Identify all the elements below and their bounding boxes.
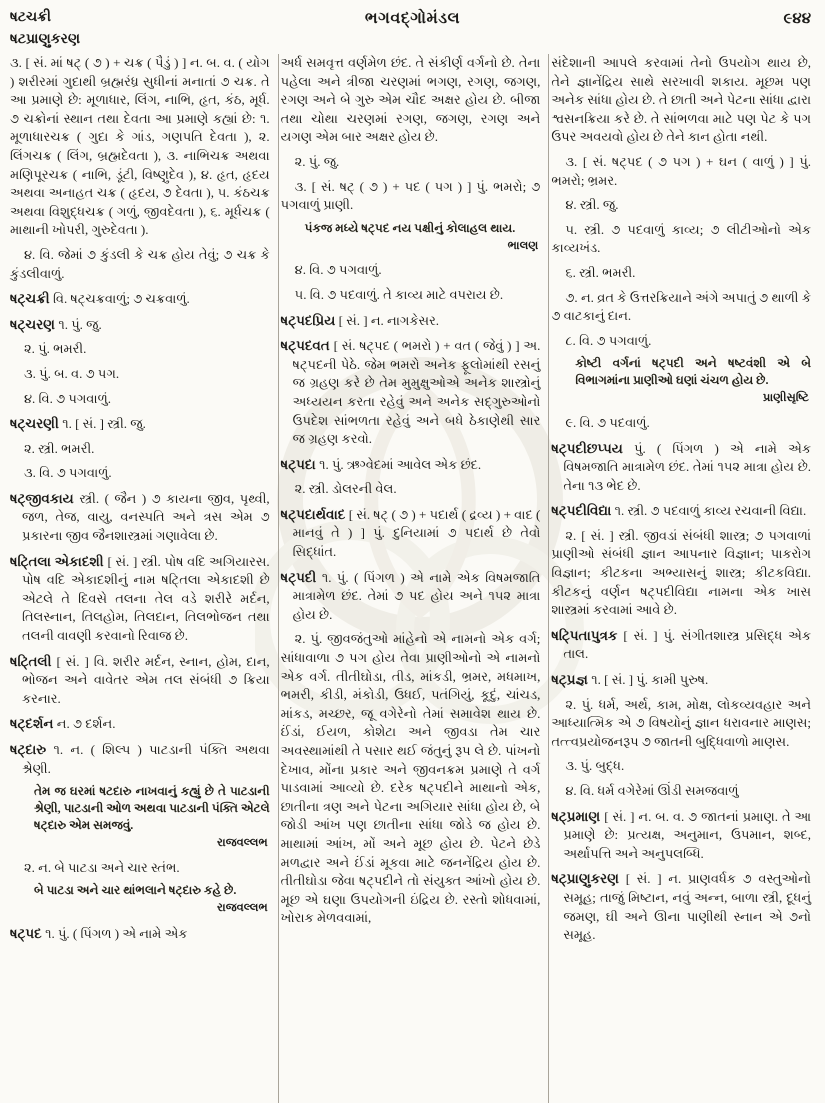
sense-item: ૯. વિ. ૭ પદવાળું.: [565, 414, 650, 430]
dictionary-entry: ષટ્પદીછપ્પય પું. ( પિંગળ ) એ નામે એક વિષમજાતિ માત્રામેળ છંદ. તેમાં ૧૫૨ માત્રા હોય છે. તેના ૧૩ ભેદ છે.: [551, 440, 812, 493]
headword: ષટ્તિલી: [10, 653, 57, 669]
guide-word-first: ષટચક્રી: [10, 10, 52, 25]
sense-item: ૭. ન. વ્રત કે ઉત્તરક્રિયાને અંગે અપાતું ૭ થાળી કે ૭ વાટકાનું દાન.: [551, 289, 812, 324]
headword: ષટ્પદા: [280, 456, 320, 472]
continuation-paragraph: ૩. [ સં. માં ષટ્ ( ૭ ) + ચક્ર ( પૈડું ) ] ન. બ. વ. ( યોગ ) શરીરમાં ગુદાથી બ્રહ્મરંધ્ર સુધીનાં મનાતાં ૭ ચક્ર. તે આ પ્રમાણે છે: મૂળાધાર, લિંગ, નાભિ, હૃત, કંઠ, મૂર્ધ. ૭ ચક્રોનાં સ્થાન તથા દેવતા આ પ્રમાણે કહ્યાં છે: ૧. મૂળાધારચક્ર ( ગુદા કે ગાંડ, ગણપતિ દેવતા ), ૨. લિંગચક્ર ( લિંગ, બ્રહ્મદેવતા ), ૩. નાભિચક્ર અથવા મણિપૂરચક્ર ( નાભિ, ડૂંટી, વિષ્ણુદેવ ), ૪. હૃત, હૃદય અથવા અનાહત ચક્ર ( હૃદય, ૭ દેવતા ), ૫. કંઠચક્ર અથવા વિશુદ્ધચક્ર ( ગળું, જીવદેવતા ), ૬. મૂર્ધચક્ર ( માથાની ખોપરી, ગુરુદેવતા ).: [10, 55, 270, 238]
sense-item: ૨. સ્ત્રી. ડોલરની વેલ.: [294, 481, 397, 497]
sense-item: ૨. સ્ત્રી. ભમરી.: [24, 440, 95, 456]
headword: ષટ્ચરણી: [10, 416, 63, 432]
column-3: [548, 54, 819, 1103]
sense-item: ૨. પું. ભમરી.: [24, 341, 87, 357]
sense-item: ૨. પું. જુ.: [294, 153, 340, 169]
dictionary-entry: ષટ્જીવકાય સ્ત્રી. ( જૈન ) ૭ કાયના જીવ, પૃથ્વી, જળ, તેજ, વાયુ, વનસ્પતિ અને ત્રસ એમ ૭ પ્રકારના જીવ જૈનશાસ્ત્રમાં ગણાવેલા છે.: [10, 490, 270, 544]
book-title: ભગવદ્ગોમંડલ: [364, 10, 461, 27]
dictionary-entry: ષટ્પ્રાણુકરણ [ સં. ] ન. પ્રાણવર્ધક ૭ વસ્તુઓનો સમૂહ; તાજું મિષ્ટાન, નવું અન્ન, બાળા સ્ત્રી, દૂધનું જમણ, ઘી અને ઊના પાણીથી સ્નાન એ ૭નો સમૂહ.: [551, 871, 812, 943]
dictionary-entry: ષટ્પદી ૧. પું. ( પિંગળ ) એ નામે એક વિષમજાતિ માત્રામેળ છંદ. તેમાં ૭ પદ હોય અને ૧૫૨ માત્રા હોય છે.: [280, 569, 541, 622]
dictionary-entry: ષટ્પદીવિદ્યા ૧. સ્ત્રી. ૭ પદવાળું કાવ્ય રચવાની વિદ્યા.: [551, 503, 807, 519]
headword: ષટ્પદીછપ્પય: [551, 440, 635, 456]
dictionary-entry: ષટ્દારુ ૧. ન. ( શિલ્પ ) પાટડાની પંક્તિ અથવા શ્રેણી.: [10, 742, 270, 776]
sense-item: ૩. પું. બ. વ. ૭ પગ.: [24, 365, 120, 381]
source-citation: ભાલણ: [507, 239, 539, 252]
sense-item: ૩. [ સં. ષટ્પદ ( ૭ પગ ) + ઘન ( વાળું ) ] પું. ભમરો; ભ્રમર.: [551, 153, 812, 188]
dictionary-entry: ષટ્પદ ૧. પું. ( પિંગળ ) એ નામે એક: [10, 925, 188, 941]
sense-item: ૫. વિ. ૭ પદવાળું. તે કાવ્ય માટે વપરાય છે.: [294, 286, 504, 302]
sense-item: ૨. પું. ધર્મ, અર્થ, કામ, મોક્ષ, લોકવ્યવહાર અને આધ્યાત્મિક એ ૭ વિષયોનું જ્ઞાન ધરાવનાર માણસ; તત્ત્વપ્રયોજનરૂપ ૭ જાતની બુદ્ધિવાળો માણસ.: [551, 696, 812, 749]
sense-item: ૩. [ સં. ષટ્ ( ૭ ) + પદ ( પગ ) ] પું. ભમરો; ૭ પગવાળું પ્રાણી.: [280, 178, 541, 213]
sense-item: ૪. વિ. જેમાં ૭ કુંડલી કે ચક્ર હોય તેવું; ૭ ચક્ર કે કુંડલીવાળું.: [10, 246, 270, 281]
sense-item: ૪. સ્ત્રી. જુ.: [565, 197, 619, 213]
sense-item: ૪. વિ. ધર્મ વગેરેમાં ઊંડી સમજવાળું: [565, 783, 739, 798]
source-citation: પ્રાણીસૃષ્ટિ: [762, 392, 810, 405]
sense-item: ૨. પું. જીવજંતુઓ માંહેનો એ નામનો એક વર્ગ; સાંધાવાળા ૭ પગ હોય તેવા પ્રાણીઓનો એ નામનો એક વર્ગ. તીતીઘોડા, તીડ, માંકડી, ભ્રમર, મધમાખ, ભમરી, કીડી, મંકોડી, ઉધઈ, પતંગિયું, કૂદું, ચાંચડ, માંકડ, મચ્છર, જૂ વગેરેનો તેમાં સમાવેશ થાય છે. ઈંડાં, ઈયળ, કોશેટા અને જીવડા તેમ ચાર અવસ્થામાંથી તે પસાર થઈ જંતુનું રૂપ લે છે. પાંખનો દેખાવ, મોંના પ્રકાર અને જીવનક્રમ પ્રમાણે તે વર્ગ પાડવામાં આવ્યો છે. દરેક ષટ્પદીને માથાનો એક, છાતીના ત્રણ અને પેટના અગિયાર સાંધા હોય છે, બે જોડી આંખ પણ છાતીના સાંધા જોડે જ હોય છે. માથામાં આંખ, મોં અને મૂછ હોય છે. પેટને છેડે મળદ્વાર અને ઈંડાં મૂકવા માટે જનનેંદ્રિય હોય છે. તીતીઘોડા જેવા ષટ્પદીને તો સંયુક્ત આંખો હોય છે. મૂછ એ ઘણા ઉપયોગની ઇંદ્રિય છે. રસ્તો શોધવામાં, ખોરાક મેળવવામાં,: [280, 631, 541, 926]
headword: ષટ્પદીવિદ્યા: [551, 503, 615, 519]
dictionary-entry: ષટ્ચરણી ૧. [ સં. ] સ્ત્રી. જુ.: [10, 416, 146, 432]
dictionary-entry: ષટ્પદવત [ સં. ષટ્પદ ( ભમરો ) + વત ( જેવું ) ] અ. ષટ્પદની પેઠે. જેમ ભમરો અનેક ફૂલોમાંથી રસનું જ ગ્રહણ કરે છે તેમ મુમુક્ષુઓએ અનેક શાસ્ત્રોનું અધ્યયન કરતા રહેવું અને અનેક સદ્ગુરુઓનો ઉપદેશ સાંભળતા રહેવું અને બધે ઠેકાણેથી સાર જ ગ્રહણ કરવો.: [280, 338, 541, 447]
sense-item: ૩. પું. બુદ્ધ.: [565, 758, 625, 774]
usage-quote: બે પાટડા અને ચાર થાંભલાને ષટ્દારુ કહે છે.: [34, 883, 237, 898]
dictionary-entry: ષટ્ચક્રી વિ. ષટ્ચક્રવાળું; ૭ ચક્રવાળું.: [10, 291, 190, 307]
continuation-paragraph: અર્ધ સમવૃત્ત વર્ણમેળ છંદ. તે સંકીર્ણ વર્ગનો છે. તેના પહેલા અને ત્રીજા ચરણમાં ભગણ, રગણ, જગણ, રગણ અને બે ગુરુ એમ ચૌદ અક્ષર હોય છે. બીજા તથા ચોથા ચરણમાં રગણ, જગણ, રગણ અને યગણ એમ બાર અક્ષર હોય છે.: [280, 55, 541, 145]
headword: ષટ્ચક્રી: [10, 291, 53, 307]
sense-item: ૪. વિ. ૭ પગવાળું.: [294, 262, 382, 278]
headword: ષટ્દર્શન: [10, 716, 57, 732]
dictionary-entry: ષટ્પદાર્થવાદ [ સં. ષટ્ ( ૭ ) + પદાર્થ ( દ્રવ્ય ) + વાદ ( માનવું તે ) ] પું. દુનિયામાં ૭ પદાર્થ છે તેવો સિદ્ધાંત.: [280, 506, 541, 560]
dictionary-entry: ષટ્પ્રજ્ઞ ૧. [ સં. ] પું. કામી પુરુષ.: [551, 672, 709, 688]
source-citation: રાજવલ્લભ: [216, 902, 268, 915]
source-citation: રાજવલ્લભ: [216, 837, 268, 850]
page-header: [0, 8, 825, 54]
sense-item: ૨. [ સં. ] સ્ત્રી. જીવડાં સંબંધી શાસ્ત્ર; ૭ પગવાળાં પ્રાણીઓ સંબંધી જ્ઞાન આપનાર વિજ્ઞાન; પાકરોગ વિજ્ઞાન; કીટકના અભ્યાસનું શાસ્ત્ર; કીટકવિદ્યા. કીટકનું વર્ણન ષટ્પદીવિદ્યા નામના એક ખાસ શાસ્ત્રમાં કરવામાં આવે છે.: [551, 527, 812, 618]
dictionary-entry: ષટ્તિલા એકાદશી [ સં. ] સ્ત્રી. પોષ વદિ અગિયારસ. પોષ વદિ એકાદશીનું નામ ષટ્તિલા એકાદશી છે એટલે તે દિવસે તલના તેલ વડે શરીરે મર્દન, તિલસ્નાન, તિલહોમ, તિલદાન, તિલભોજન તથા તલની વાવણી કરવાનો રિવાજ છે.: [10, 553, 270, 644]
dictionary-entry: ષટ્દર્શન ન. ૭ દર્શન.: [10, 716, 116, 732]
headword: ષટ્પ્રજ્ઞ: [551, 672, 592, 688]
headword: ષટ્પદ: [10, 925, 46, 941]
sense-item: ૬. સ્ત્રી. ભમરી.: [565, 264, 636, 280]
dictionary-entry: ષટ્પિતાપુત્રક [ સં. ] પું. સંગીતશાસ્ત્ર પ્રસિદ્ધ એક તાલ.: [551, 627, 812, 662]
headword: ષટ્પદપ્રિય: [280, 312, 339, 328]
headword: ષટ્દારુ: [10, 742, 54, 757]
dictionary-entry: ષટ્પદા ૧. પું. ઋગ્વેદમાં આવેલ એક છંદ.: [280, 456, 482, 472]
headword: ષટ્તિલા એકાદશી: [10, 553, 108, 569]
sense-item: ૨. ન. બે પાટડા અને ચાર સ્તંભ.: [24, 859, 180, 875]
headword: ષટ્પદાર્થવાદ: [280, 506, 349, 522]
dictionary-entry: ષટ્તિલી [ સં. ] વિ. શરીર મર્દન, સ્નાન, હોમ, દાન, ભોજન અને વાવેતર એમ તલ સંબંધી ૭ ક્રિયા કરનાર.: [10, 653, 270, 706]
sense-item: ૮. વિ. ૭ પગવાળું.: [565, 332, 652, 348]
headword: ષટ્પદવત: [280, 338, 334, 354]
continuation-paragraph: સંદેશાની આપલે કરવામાં તેનો ઉપયોગ થાય છે, તેને જ્ઞાનેંદ્રિય સાથે સરખાવી શકાય. મૂછમ પણ અનેક સાંધા હોય છે. તે છાતી અને પેટના સાંધા દ્વારા શ્વસનક્રિયા કરે છે. તે સાંભળવા માટે પણ પેટ કે પગ ઉપર અવયવો હોય છે તેને કાન હોતા નથી.: [551, 55, 812, 145]
headword: ષટ્પદી: [280, 569, 322, 585]
headword: ષટ્ચરણ: [10, 316, 59, 332]
usage-quote: તેમ જ ઘરમાં ષટદારુ નાખવાનું કહ્યું છે તે પાટડાની શ્રેણી, પાટડાની ઓળ અથવા પાટડાની પંક્તિ એટલે ષટ્દારુ એમ સમજવું.: [34, 784, 270, 833]
sense-item: ૪. વિ. ૭ પગવાળું.: [24, 390, 111, 406]
headword: ષટ્જીવકાય: [10, 490, 80, 506]
headword: ષટ્પ્રાણુકરણ: [551, 871, 626, 887]
column-1: [8, 54, 278, 1103]
guide-word-last: ષટપ્રાણુકરણ: [10, 32, 81, 47]
page-number: ૯૪૪: [783, 11, 811, 27]
usage-quote: કોષ્ટી વર્ગનાં ષટ્પદી અને ષષ્ટવંશી એ બે વિભાગમાંના પ્રાણીઓ ઘણાં ચંચળ હોય છે.: [575, 356, 812, 388]
text-columns: [8, 54, 819, 1103]
headword: ષટ્પિતાપુત્રક: [551, 627, 624, 643]
sense-item: ૫. સ્ત્રી. ૭ પદવાળું કાવ્ય; ૭ લીટીઓનો એક કાવ્યખંડ.: [551, 221, 812, 256]
headword: ષટ્પ્રમાણ: [551, 808, 605, 824]
dictionary-entry: ષટ્ચરણ ૧. પું. જુ.: [10, 316, 102, 332]
dictionary-entry: ષટ્પ્રમાણ [ સં. ] ન. બ. વ. ૭ જાતનાં પ્રમાણ. તે આ પ્રમાણે છે: પ્રત્યક્ષ, અનુમાન, ઉપમાન, શબ્દ, અર્થાપત્તિ અને અનુપલબ્ધિ.: [551, 808, 812, 861]
column-2: [278, 54, 549, 1103]
dictionary-entry: ષટ્પદપ્રિય [ સં. ] ન. નાગકેસર.: [280, 312, 440, 328]
usage-quote: પંકજ મધ્યે ષટ્પદ નય પક્ષીનું કોલાહલ થાય.: [304, 220, 516, 235]
sense-item: ૩. વિ. ૭ પગવાળું.: [24, 465, 112, 481]
